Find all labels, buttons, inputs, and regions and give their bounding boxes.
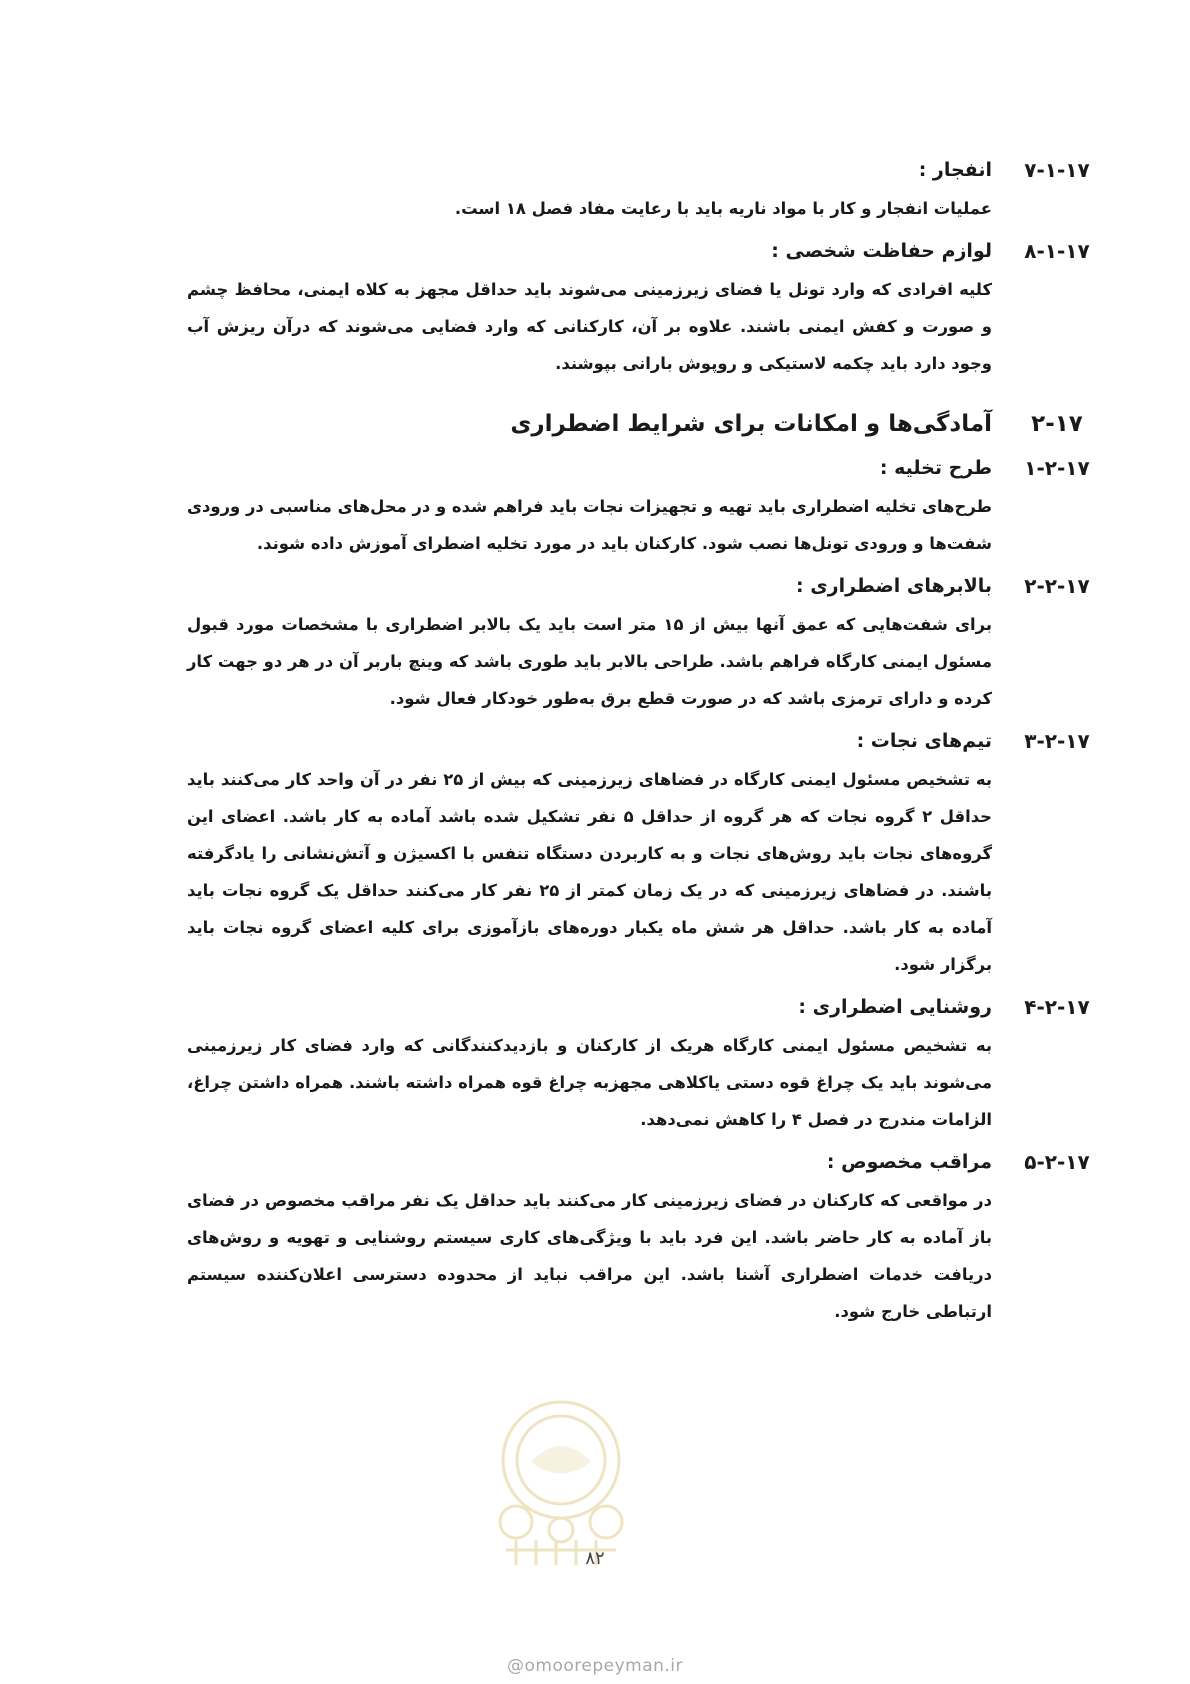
body-paragraph: به تشخیص مسئول ایمنی کارگاه هریک از کارکنان و بازدیدکنندگانی که وارد فضای کار زیرزمینی می‌شوند باید یک چراغ قوه دستی یاکلاهی مجهزبه چراغ قوه همراه داشته باشند. همراه داشتن چراغ، الزامات مندرج در فصل ۴ را کاهش نمی‌دهد.	[187, 1036, 992, 1129]
body-paragraph: به تشخیص مسئول ایمنی کارگاه در فضاهای زیرزمینی که بیش از ۲۵ نفر در آن واحد کار می‌کنند باید حداقل ۲ گروه نجات که هر گروه از حداقل ۵ نفر تشکیل شده باشد آماده به کار باشد. اعضای این گروه‌های نجات باید روش‌های نجات و به کاربردن دستگاه تنفس با اکسیژن و آتش‌نشانی را یادگرفته باشند. در فضاهای زیرزمینی که در یک زمان کمتر از ۲۵ نفر کار می‌کنند حداقل یک گروه نجات باید آماده به کار باشد. حداقل هر شش ماه یکبار دوره‌های بازآموزی برای کلیه اعضای گروه نجات باید برگزار شود.	[187, 770, 992, 974]
subsection-heading	[187, 448, 1090, 488]
section-number: ۴-۲-۱۷	[1024, 995, 1090, 1019]
section-title: روشنایی اضطراری :	[798, 996, 992, 1018]
page-number: ۸۲	[585, 1548, 605, 1569]
body-paragraph: عملیات انفجار و کار با مواد ناریه باید با رعایت مفاد فصل ۱۸ است.	[454, 199, 992, 218]
footer-url[interactable]: @omoorepeyman.ir	[506, 1656, 684, 1676]
section-title: طرح تخلیه :	[879, 457, 992, 479]
page-content	[187, 150, 1090, 1334]
watermark-seal-icon	[476, 1390, 646, 1570]
body-paragraph: برای شفت‌هایی که عمق آنها بیش از ۱۵ متر است باید یک بالابر اضطراری با مشخصات مورد قبول مسئول ایمنی کارگاه فراهم باشد. طراحی بالابر باید طوری باشد که وینچ باربر آن در هر دو جهت کار کرده و دارای ترمزی باشد که در صورت قطع برق به‌طور خودکار فعال شود.	[187, 615, 992, 708]
section-title: آمادگی‌ها و امکانات برای شرایط اضطراری	[510, 411, 992, 437]
subsection-heading	[187, 150, 1090, 190]
subsection-heading	[187, 721, 1090, 761]
section-title: مراقب مخصوص :	[826, 1151, 992, 1173]
section-heading	[187, 400, 1083, 448]
section-number: ۸-۱-۱۷	[1024, 239, 1090, 263]
subsection-heading	[187, 987, 1090, 1027]
section-title: بالابرهای اضطراری :	[796, 575, 992, 597]
section-number: ۳-۲-۱۷	[1024, 729, 1090, 753]
section-title: انفجار :	[918, 159, 992, 181]
section-title: تیم‌های نجات :	[856, 730, 992, 752]
section-number: ۷-۱-۱۷	[1024, 158, 1090, 182]
body-paragraph: در مواقعی که کارکنان در فضای زیرزمینی کار می‌کنند باید حداقل یک نفر مراقب مخصوص در فضای باز آماده به کار حاضر باشد. این فرد باید با ویژگی‌های کاری سیستم روشنایی و تهویه و روش‌های دریافت خدمات اضطراری آشنا باشد. این مراقب نباید از محدوده دسترسی اعلان‌کننده سیستم ارتباطی خارج شود.	[187, 1191, 992, 1321]
subsection-heading	[187, 1142, 1090, 1182]
section-number: ۲-۲-۱۷	[1024, 574, 1090, 598]
subsection-heading	[187, 566, 1090, 606]
section-number: ۲-۱۷	[1031, 411, 1083, 437]
subsection-heading	[187, 231, 1090, 271]
section-number: ۱-۲-۱۷	[1024, 456, 1090, 480]
body-paragraph: طرح‌های تخلیه اضطراری باید تهیه و تجهیزات نجات باید فراهم شده و در محل‌های مناسبی در ورودی شفت‌ها و ورودی تونل‌ها نصب شود. کارکنان باید در مورد تخلیه اضطرای آموزش داده شوند.	[187, 497, 992, 553]
section-number: ۵-۲-۱۷	[1024, 1150, 1090, 1174]
body-paragraph: کلیه افرادی که وارد تونل یا فضای زیرزمینی می‌شوند باید حداقل مجهز به کلاه ایمنی، محافظ چشم و صورت و کفش ایمنی باشند. علاوه بر آن، کارکنانی که وارد فضایی می‌شوند که درآن ریزش آب وجود دارد باید چکمه لاستیکی و روپوش بارانی بپوشند.	[187, 280, 992, 373]
section-title: لوازم حفاظت شخصی :	[771, 240, 992, 262]
